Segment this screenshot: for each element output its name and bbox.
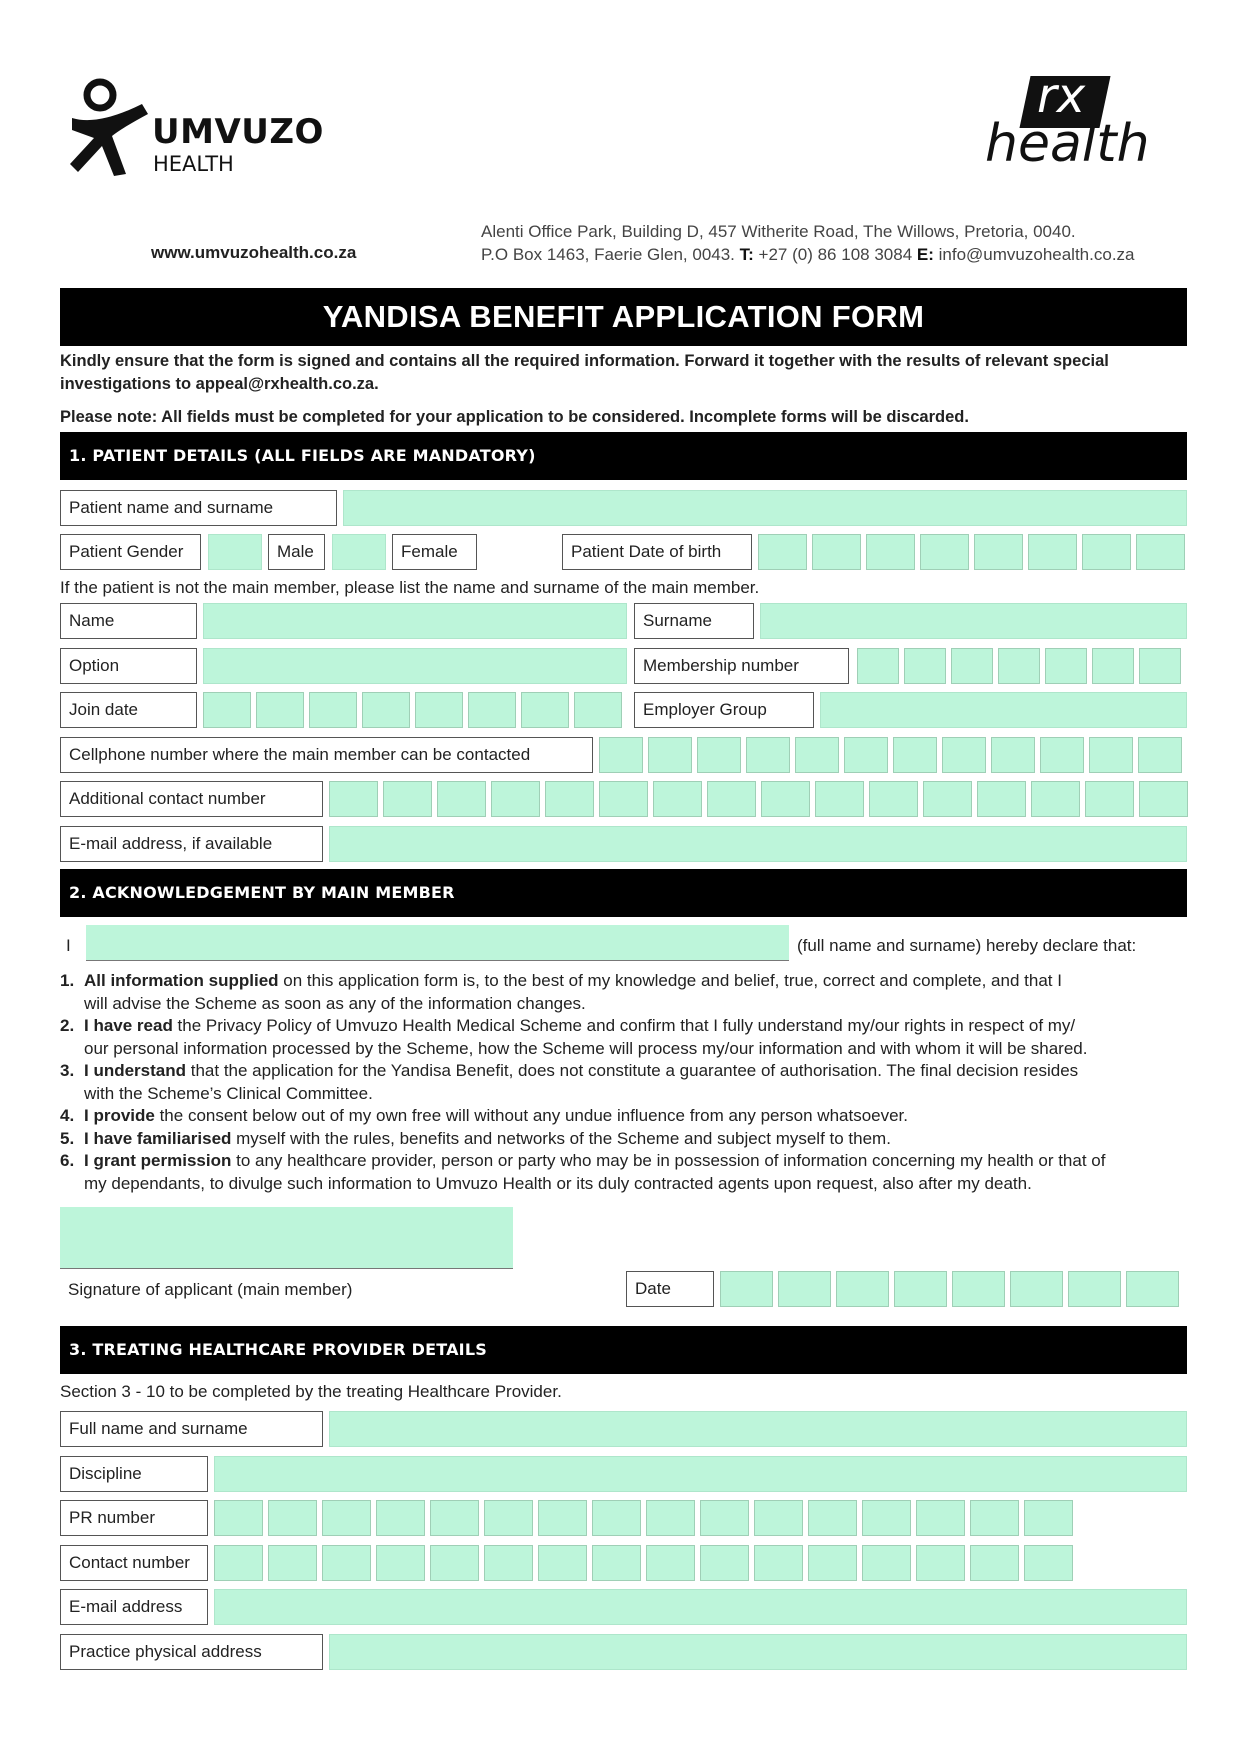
umvuzo-logo: [68, 78, 328, 178]
discipline-input[interactable]: [214, 1456, 1187, 1492]
umvuzo-logo-text: UMVUZO: [152, 112, 324, 152]
intro-note: Please note: All fields must be completed for your application to be considered. Incomplete forms will be discarded.: [60, 408, 969, 426]
cellphone-label: Cellphone number where the main member can be contacted: [60, 737, 593, 773]
declare-suffix: (full name and surname) hereby declare that:: [797, 936, 1137, 955]
membership-number-input[interactable]: [857, 648, 1181, 684]
provider-name-label: Full name and surname: [60, 1411, 323, 1447]
patient-gender-label: Patient Gender: [60, 534, 201, 570]
declaration-item: 2. I have read the Privacy Policy of Umvuzo Health Medical Scheme and confirm that I fully understand my/our rights in respect of my/ our personal information processed by the Scheme, how the Scheme will process my/our information and with whom it will be shared.: [60, 1016, 1088, 1058]
declaration-item: 5. I have familiarised myself with the rules, benefits and networks of the Scheme and subject myself to them.: [60, 1128, 891, 1148]
address-line-2: P.O Box 1463, Faerie Glen, 0043. T: +27 (0) 86 108 3084 E: info@umvuzohealth.co.za: [481, 245, 1135, 264]
umvuzo-logo-subtext: HEALTH: [153, 152, 234, 176]
pr-number-input[interactable]: [214, 1500, 1073, 1536]
section-3-note: Section 3 - 10 to be completed by the treating Healthcare Provider.: [60, 1382, 562, 1401]
declaration-list: [60, 970, 1190, 1195]
join-date-label: Join date: [60, 692, 197, 728]
website-text: www.umvuzohealth.co.za: [151, 243, 357, 262]
male-label: Male: [268, 534, 325, 570]
name-label: Name: [60, 603, 197, 639]
pr-number-label: PR number: [60, 1500, 208, 1536]
section-1-heading: 1. PATIENT DETAILS (ALL FIELDS ARE MANDATORY): [60, 432, 1187, 480]
provider-email-label: E-mail address: [60, 1589, 208, 1625]
female-label: Female: [392, 534, 477, 570]
gender-female-checkbox[interactable]: [332, 534, 386, 570]
section-2-heading: 2. ACKNOWLEDGEMENT BY MAIN MEMBER: [60, 869, 1187, 917]
rxhealth-logo: [985, 68, 1165, 176]
health-logo-text: health: [985, 114, 1150, 174]
membership-number-label: Membership number: [634, 648, 849, 684]
patient-name-label: Patient name and surname: [60, 490, 337, 526]
form-title: YANDISA BENEFIT APPLICATION FORM: [322, 299, 925, 334]
rx-logo-text: rx: [1037, 68, 1086, 124]
employer-group-label: Employer Group: [634, 692, 814, 728]
patient-dob-input[interactable]: [758, 534, 1185, 570]
surname-label: Surname: [634, 603, 754, 639]
form-title-band: [60, 288, 1187, 346]
gender-male-checkbox[interactable]: [208, 534, 262, 570]
surname-input[interactable]: [760, 603, 1187, 639]
discipline-label: Discipline: [60, 1456, 208, 1492]
umvuzo-figure-icon: [68, 78, 154, 178]
declaration-item: 1. All information supplied on this application form is, to the best of my knowledge and belief, true, correct and complete, and that I will advise the Scheme as soon as any of the information changes.: [60, 971, 1062, 1013]
signature-label: Signature of applicant (main member): [68, 1280, 353, 1299]
email-available-label: E-mail address, if available: [60, 826, 323, 862]
email-available-input[interactable]: [329, 826, 1187, 862]
additional-contact-input[interactable]: [329, 781, 1188, 817]
declare-i-label: I: [66, 936, 71, 955]
intro-line-1: Kindly ensure that the form is signed and contains all the required information. Forward it together with the results of relevant special: [60, 352, 1109, 370]
intro-line-2: investigations to appeal@rxhealth.co.za.: [60, 375, 379, 393]
option-input[interactable]: [203, 648, 627, 684]
provider-email-input[interactable]: [214, 1589, 1187, 1625]
name-input[interactable]: [203, 603, 627, 639]
patient-name-input[interactable]: [343, 490, 1187, 526]
section-3-heading: 3. TREATING HEALTHCARE PROVIDER DETAILS: [60, 1326, 1187, 1374]
patient-dob-label: Patient Date of birth: [562, 534, 752, 570]
contact-number-label: Contact number: [60, 1545, 208, 1581]
employer-group-input[interactable]: [820, 692, 1187, 728]
main-member-note: If the patient is not the main member, please list the name and surname of the main member.: [60, 578, 760, 597]
signature-date-label: Date: [626, 1271, 714, 1307]
additional-contact-label: Additional contact number: [60, 781, 323, 817]
join-date-input[interactable]: [203, 692, 622, 728]
declaration-item: 6. I grant permission to any healthcare provider, person or party who may be in possession of information concerning my health or that of my dependants, to divulge such information to Umvuzo Health or its duly contracted agents upon request, also after my death.: [60, 1151, 1106, 1193]
signature-date-input[interactable]: [720, 1271, 1179, 1307]
contact-number-input[interactable]: [214, 1545, 1073, 1581]
address-line-1: Alenti Office Park, Building D, 457 Witherite Road, The Willows, Pretoria, 0040.: [481, 222, 1076, 241]
practice-address-input[interactable]: [329, 1634, 1187, 1670]
declaration-item: 3. I understand that the application for the Yandisa Benefit, does not constitute a guarantee of authorisation. The final decision resides with the Scheme’s Clinical Committee.: [60, 1061, 1079, 1103]
cellphone-input[interactable]: [599, 737, 1182, 773]
signature-input[interactable]: [60, 1207, 513, 1269]
provider-name-input[interactable]: [329, 1411, 1187, 1447]
declaration-item: 4. I provide the consent below out of my own free will without any undue influence from any person whatsoever.: [60, 1106, 909, 1125]
option-label: Option: [60, 648, 197, 684]
declarant-name-input[interactable]: [86, 925, 789, 961]
practice-address-label: Practice physical address: [60, 1634, 323, 1670]
